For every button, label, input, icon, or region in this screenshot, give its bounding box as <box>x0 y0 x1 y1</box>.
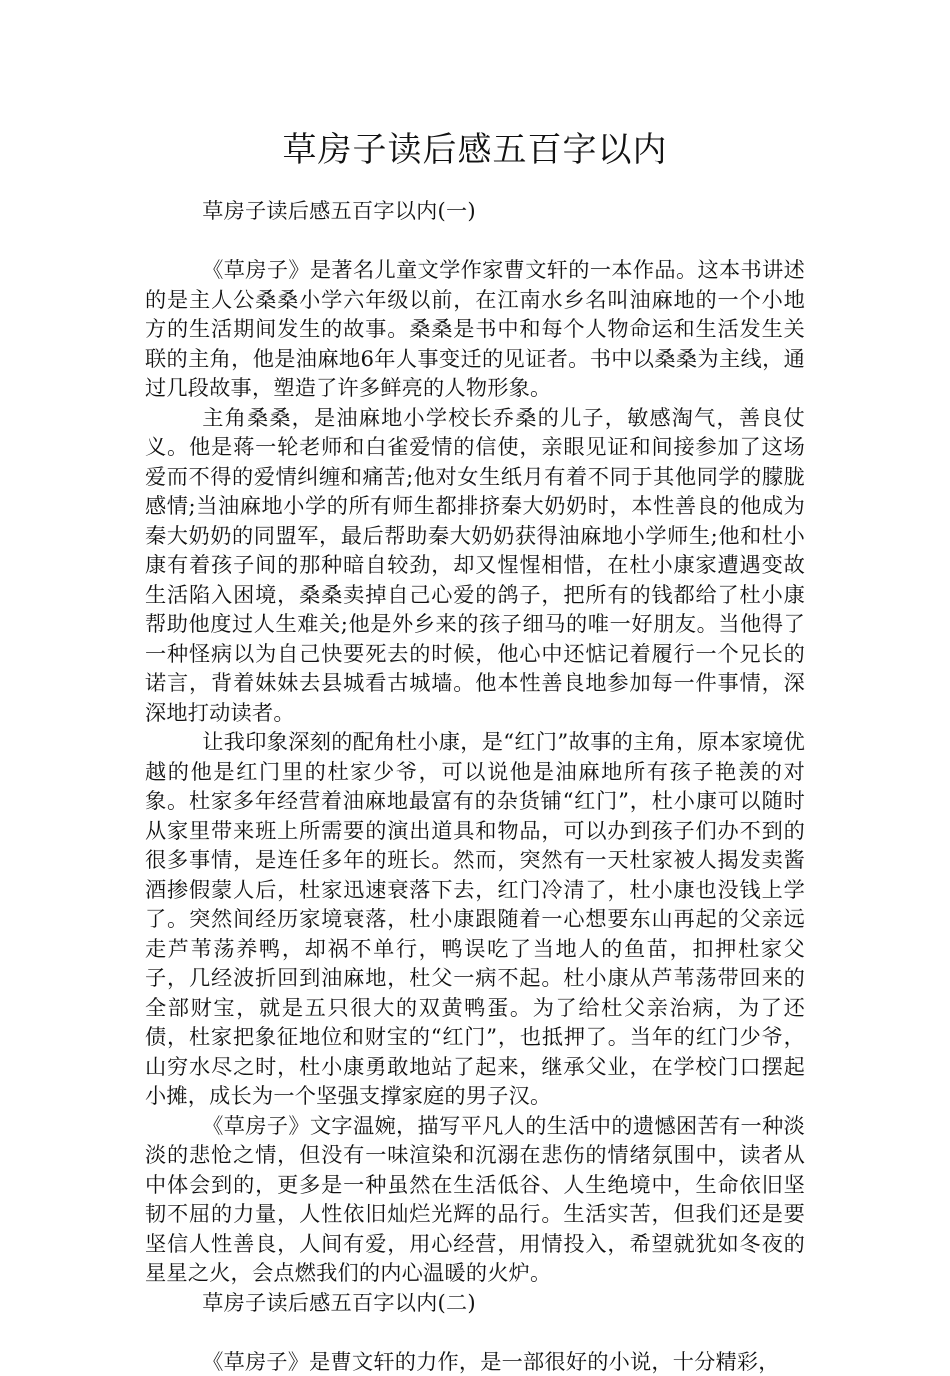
section-1-paragraph-4: 《草房子》文字温婉，描写平凡人的生活中的遗憾困苦有一种淡淡的悲怆之情，但没有一味渲染和沉溺在悲伤的情绪氛围中，读者从中体会到的，更多是一种虽然在生活低谷、人生绝境中，生命依旧坚韧不屈的力量，人性依旧灿烂光辉的品行。生活实苦，但我们还是要坚信人性善良，人间有爱，用心经营，用情投入，希望就犹如冬夜的星星之火，会点燃我们的内心温暖的火炉。 <box>145 1111 805 1288</box>
document-body <box>145 196 805 1376</box>
section-1-paragraph-2: 主角桑桑，是油麻地小学校长乔桑的儿子，敏感淘气，善良仗义。他是蒋一轮老师和白雀爱情的信使，亲眼见证和间接参加了这场爱而不得的爱情纠缠和痛苦;他对女生纸月有着不同于其他同学的朦胧感情;当油麻地小学的所有师生都排挤秦大奶奶时，本性善良的他成为秦大奶奶的同盟军，最后帮助秦大奶奶获得油麻地小学师生;他和杜小康有着孩子间的那种暗自较劲，却又惺惺相惜，在杜小康家遭遇变故生活陷入困境，桑桑卖掉自己心爱的鸽子，把所有的钱都给了杜小康帮助他度过人生难关;他是外乡来的孩子细马的唯一好朋友。当他得了一种怪病以为自己快要死去的时候，他心中还惦记着履行一个兄长的诺言，背着妹妹去县城看古城墙。他本性善良地参加每一件事情，深深地打动读者。 <box>145 403 805 728</box>
section-1-heading: 草房子读后感五百字以内(一) <box>145 196 805 226</box>
section-2-paragraph-1: 《草房子》是曹文轩的力作，是一部很好的小说，十分精彩， <box>145 1347 805 1376</box>
document-title: 草房子读后感五百字以内 <box>0 128 950 172</box>
section-1-paragraph-1: 《草房子》是著名儿童文学作家曹文轩的一本作品。这本书讲述的是主人公桑桑小学六年级以前，在江南水乡名叫油麻地的一个小地方的生活期间发生的故事。桑桑是书中和每个人物命运和生活发生关联的主角，他是油麻地6年人事变迁的见证者。书中以桑桑为主线，通过几段故事，塑造了许多鲜亮的人物形象。 <box>145 255 805 403</box>
section-1-paragraph-3: 让我印象深刻的配角杜小康，是“红门”故事的主角，原本家境优越的他是红门里的杜家少爷，可以说他是油麻地所有孩子艳羡的对象。杜家多年经营着油麻地最富有的杂货铺“红门”，杜小康可以随时从家里带来班上所需要的演出道具和物品，可以办到孩子们办不到的很多事情，是连任多年的班长。然而，突然有一天杜家被人揭发卖酱酒掺假蒙人后，杜家迅速衰落下去，红门冷清了，杜小康也没钱上学了。突然间经历家境衰落，杜小康跟随着一心想要东山再起的父亲远走芦苇荡养鸭，却祸不单行，鸭误吃了当地人的鱼苗，扣押杜家父子，几经波折回到油麻地，杜父一病不起。杜小康从芦苇荡带回来的全部财宝，就是五只很大的双黄鸭蛋。为了给杜父亲治病，为了还债，杜家把象征地位和财宝的“红门”，也抵押了。当年的红门少爷，山穷水尽之时，杜小康勇敢地站了起来，继承父业，在学校门口摆起小摊，成长为一个坚强支撑家庭的男子汉。 <box>145 727 805 1111</box>
section-2-heading: 草房子读后感五百字以内(二) <box>145 1288 805 1318</box>
